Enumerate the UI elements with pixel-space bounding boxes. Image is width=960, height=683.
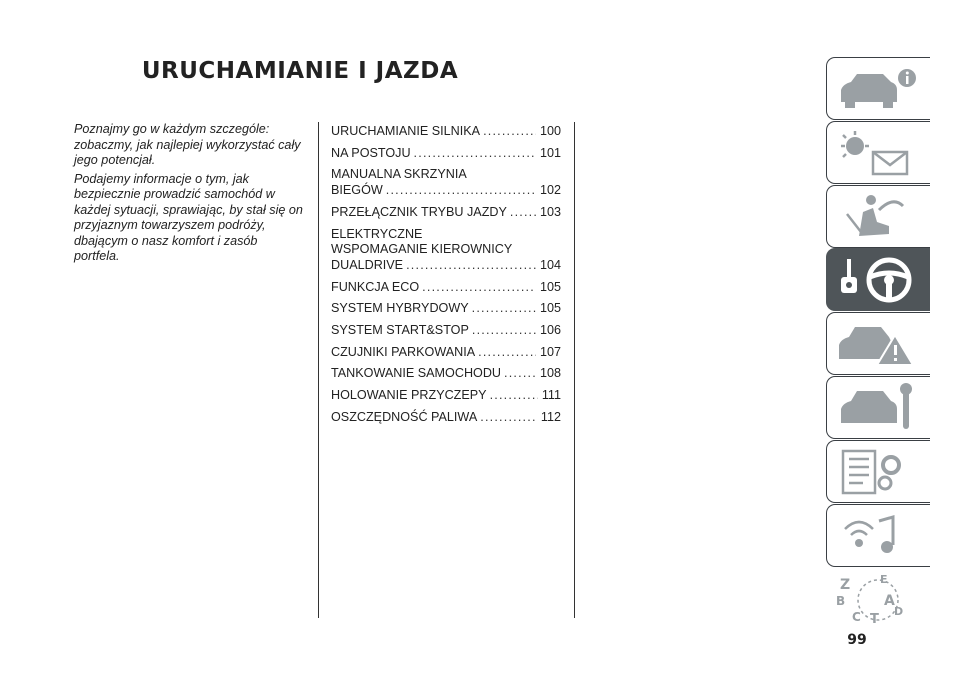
toc-entry-system-hybrydowy[interactable]: SYSTEM HYBRYDOWY ..... 105 [331,301,561,317]
chapter-tab-6[interactable] [826,376,930,439]
intro-text [74,122,306,268]
toc-entry-oszczednosc-paliwa[interactable]: OSZCZĘDNOŚĆ PALIWA ..... 112 [331,410,561,426]
seat-airbag-icon [833,192,925,242]
letter-a: A [884,593,895,610]
letter-e: E [880,573,888,587]
letter-t: T [870,612,879,624]
toc-page-number: 102 [539,183,561,198]
intro-paragraph-2: Podajemy informacje o tym, jak bezpiecznie prowadzić samochód w każdej sytuacji, sprawiając, by stał się on przyjaznym towarzyszem podróży, dbającym o nasz komfort i zasób portfela. [74,171,303,263]
toc-entry-przelacznik-trybu-jazdy[interactable]: PRZEŁĄCZNIK TRYBU JAZDY ..... 103 [331,205,561,221]
toc-page-number: 105 [539,301,561,316]
column-divider-right [574,122,575,618]
chapter-tab-1[interactable] [826,57,930,120]
chapter-tabs [826,57,930,631]
letter-z: Z [840,577,851,594]
column-divider-left [318,122,319,618]
chapter-tab-4[interactable] [826,248,930,311]
toc-entry-na-postoju[interactable]: NA POSTOJU ..... 101 [331,146,561,162]
toc-entry-uruchamianie-silnika[interactable]: URUCHAMIANIE SILNIKA ..... 100 [331,124,561,140]
toc-entry-holowanie-przyczepy[interactable]: HOLOWANIE PRZYCZEPY ..... 111 [331,388,561,404]
toc-page-number: 112 [540,409,561,424]
toc-page-number: 104 [539,257,561,272]
toc-page-number: 107 [539,344,561,359]
chapter-tab-2[interactable] [826,121,930,184]
page-title: URUCHAMIANIE I JAZDA [141,58,459,84]
car-wrench-icon [833,383,925,433]
intro-paragraph-1: Poznajmy go w każdym szczególe: zobaczmy, jak najlepiej wykorzystać cały jego potencjał. [74,122,301,167]
toc-page-number: 100 [539,124,561,138]
toc-entry-manualna-skrzynia-biegow[interactable]: MANUALNA SKRZYNIA BIEGÓW ..... 102 [331,167,561,198]
page-number: 99 [847,632,867,648]
chapter-tab-3[interactable] [826,185,930,248]
toc-entry-tankowanie-samochodu[interactable]: TANKOWANIE SAMOCHODU ..... 108 [331,366,561,382]
toc-page-number: 105 [539,279,561,294]
table-of-contents [331,124,561,432]
alphabet-index-icon [832,573,924,623]
letter-c: C [852,610,861,624]
toc-entry-system-start-stop[interactable]: SYSTEM START&STOP ..... 106 [331,323,561,339]
toc-entry-funkcja-eco[interactable]: FUNKCJA ECO ..... 105 [331,280,561,296]
car-warning-icon [833,319,925,369]
toc-entry-elektryczne-wspomaganie[interactable]: ELEKTRYCZNE WSPOMAGANIE KIEROWNICY DUALDRIVE ..... 104 [331,227,561,274]
chapter-tab-5[interactable] [826,312,930,375]
toc-page-number: 103 [539,204,561,219]
chapter-tab-9[interactable] [826,567,930,630]
chapter-tab-7[interactable] [826,440,930,503]
letter-b: B [836,594,846,609]
letter-d: D [894,605,904,619]
toc-entry-czujniki-parkowania[interactable]: CZUJNIKI PARKOWANIA ..... 107 [331,345,561,361]
key-steering-wheel-icon [833,255,925,305]
toc-page-number: 111 [541,388,561,403]
toc-page-number: 101 [539,145,561,160]
car-info-icon [833,64,925,114]
chapter-tab-8[interactable] [826,504,930,567]
toc-page-number: 108 [539,366,561,381]
toc-page-number: 106 [539,323,561,338]
document-gear-icon [833,447,925,497]
lights-message-icon [833,128,925,178]
multimedia-icon [833,511,925,561]
